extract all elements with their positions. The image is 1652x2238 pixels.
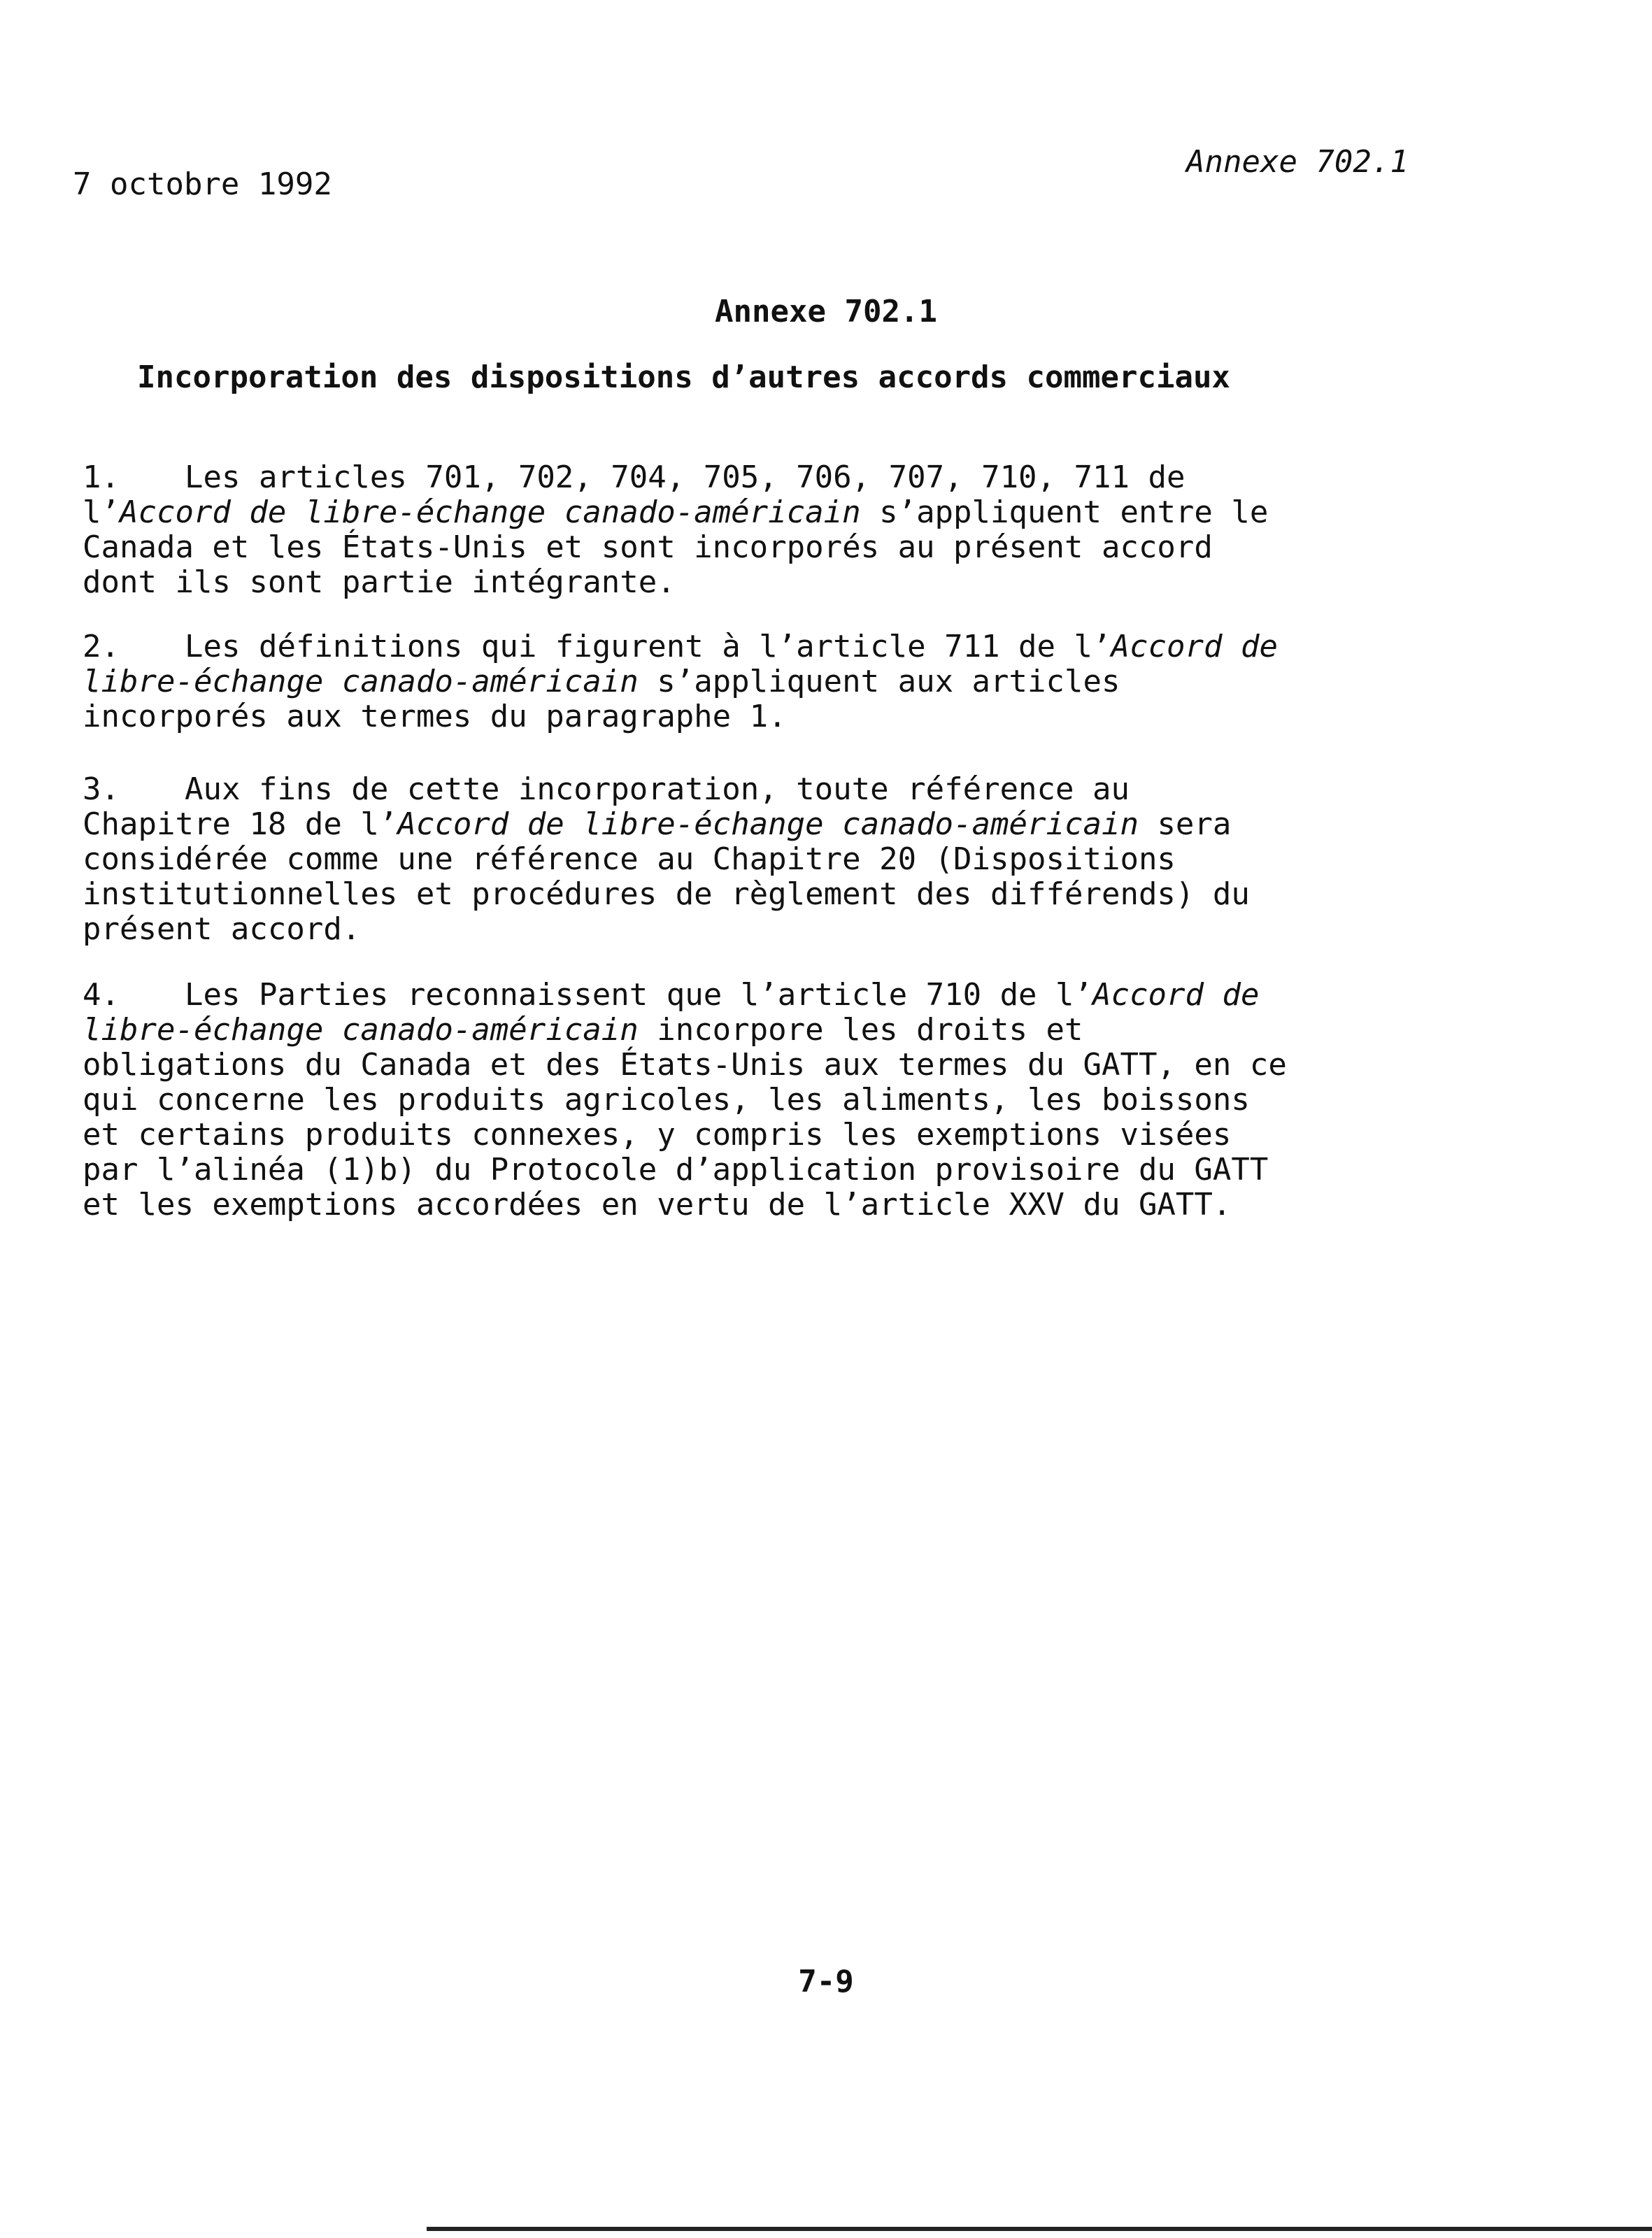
line-text: considérée comme une référence au Chapitre 20 (Dispositions xyxy=(83,841,1176,877)
line-text: obligations du Canada et des États-Unis aux termes du GATT, en ce xyxy=(83,1047,1287,1083)
header-date: 7 octobre 1992 xyxy=(73,166,332,202)
line-text: Les définitions qui figurent à l’article 711 de l’ xyxy=(185,629,1111,664)
paragraph-number: 3. xyxy=(83,771,120,807)
agreement-title-italic: libre-échange canado-américain xyxy=(83,1012,639,1048)
line-text: Aux fins de cette incorporation, toute référence au xyxy=(185,771,1130,807)
line-text: Canada et les États-Unis et sont incorporés au présent accord xyxy=(83,529,1213,565)
paragraph-line xyxy=(83,1188,1467,1223)
line-text: s’appliquent aux articles xyxy=(638,664,1120,699)
line-text: dont ils sont partie intégrante. xyxy=(83,564,676,600)
agreement-title-italic: Accord de xyxy=(1111,629,1278,664)
line-text: Chapitre 18 de l’ xyxy=(83,806,398,842)
paragraph-line xyxy=(83,1083,1467,1118)
annex-title: Annexe 702.1 xyxy=(715,294,937,329)
agreement-title-italic: Accord de xyxy=(1092,977,1260,1013)
paragraph-line xyxy=(83,842,1467,877)
header-annex-label: Annexe 702.1 xyxy=(1186,144,1409,180)
paragraph-line xyxy=(83,978,1467,1013)
paragraph-line xyxy=(83,877,1467,912)
paragraph-line xyxy=(83,1153,1467,1188)
paragraph-line xyxy=(83,530,1467,565)
paragraph-line xyxy=(83,460,1467,495)
line-text: présent accord. xyxy=(83,911,361,947)
line-text: incorporés aux termes du paragraphe 1. xyxy=(83,699,787,734)
line-text: et certains produits connexes, y compris les exemptions visées xyxy=(83,1117,1232,1153)
line-text: incorpore les droits et xyxy=(638,1012,1083,1048)
agreement-title-italic: libre-échange canado-américain xyxy=(83,664,639,699)
paragraph-line xyxy=(83,565,1467,600)
paragraph-line xyxy=(83,629,1467,664)
paragraph-line xyxy=(83,495,1467,530)
line-text: qui concerne les produits agricoles, les aliments, les boissons xyxy=(83,1082,1250,1118)
annex-subtitle: Incorporation des dispositions d’autres accords commerciaux xyxy=(137,359,1230,395)
paragraph-number: 2. xyxy=(83,629,120,664)
line-text: institutionnelles et procédures de règlement des différends) du xyxy=(83,876,1250,912)
paragraph-3 xyxy=(83,772,1467,947)
bottom-scan-edge-divider xyxy=(427,2227,1652,2231)
line-text: s’appliquent entre le xyxy=(860,494,1269,530)
line-text: sera xyxy=(1138,806,1232,842)
paragraph-4 xyxy=(83,978,1467,1223)
page-number: 7-9 xyxy=(798,1964,854,2000)
line-text: et les exemptions accordées en vertu de l’article XXV du GATT. xyxy=(83,1187,1232,1223)
paragraph-number: 4. xyxy=(83,977,120,1013)
line-text: Les Parties reconnaissent que l’article 710 de l’ xyxy=(185,977,1093,1013)
paragraph-line xyxy=(83,664,1467,699)
paragraph-line xyxy=(83,1048,1467,1083)
paragraph-line xyxy=(83,772,1467,807)
line-text: par l’alinéa (1)b) du Protocole d’application provisoire du GATT xyxy=(83,1152,1269,1188)
paragraph-line xyxy=(83,912,1467,947)
paragraph-number: 1. xyxy=(83,459,120,495)
paragraph-line xyxy=(83,1013,1467,1048)
paragraph-line xyxy=(83,699,1467,734)
line-text: Les articles 701, 702, 704, 705, 706, 707, 710, 711 de xyxy=(185,459,1185,495)
agreement-title-italic: Accord de libre-échange canado-américain xyxy=(397,806,1139,842)
line-text: l’ xyxy=(83,494,120,530)
agreement-title-italic: Accord de libre-échange canado-américain xyxy=(119,494,861,530)
paragraph-1 xyxy=(83,460,1467,600)
paragraph-line xyxy=(83,1118,1467,1153)
paragraph-2 xyxy=(83,629,1467,734)
paragraph-line xyxy=(83,807,1467,842)
